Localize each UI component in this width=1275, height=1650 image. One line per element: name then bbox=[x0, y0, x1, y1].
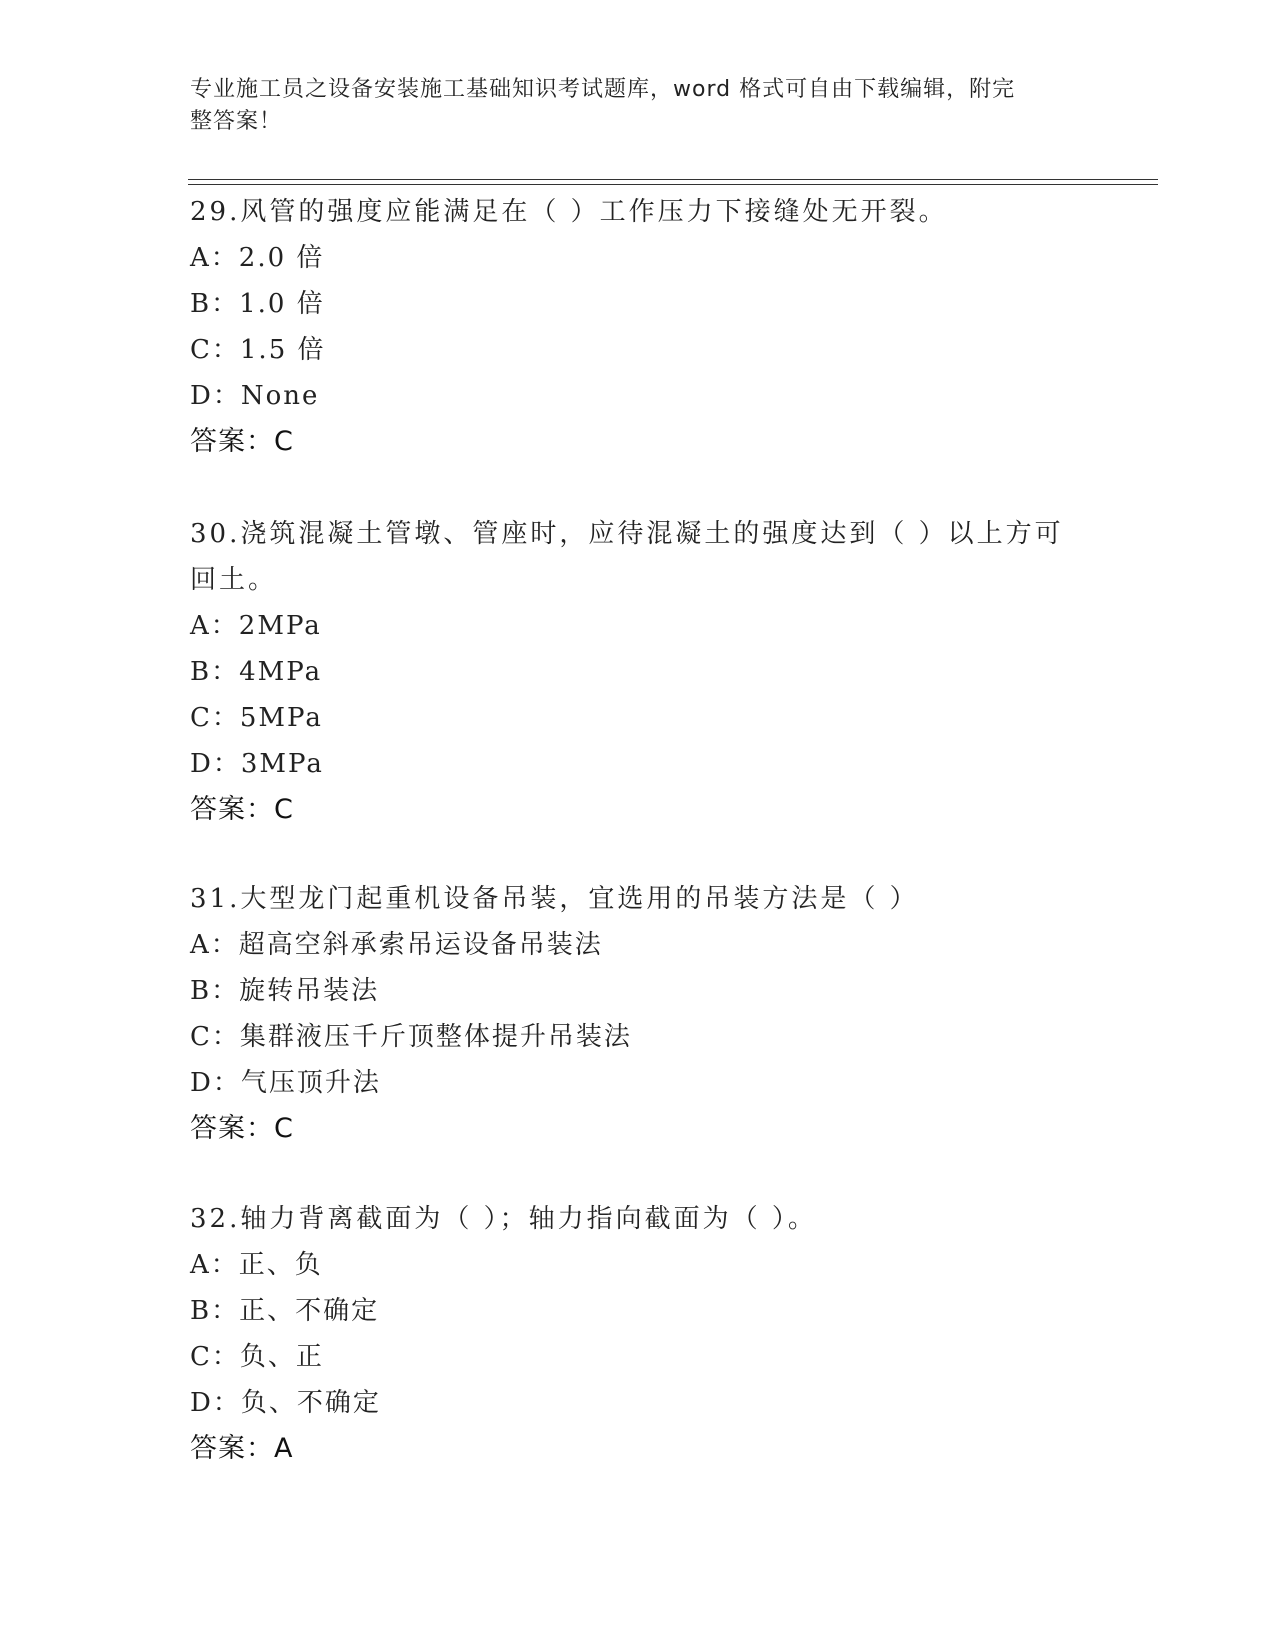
option-d: D：负、不确定 bbox=[190, 1388, 381, 1418]
option-c: C：5MPa bbox=[190, 703, 323, 733]
header-line-2: 整答案！ bbox=[190, 109, 283, 134]
option-c: C：负、正 bbox=[190, 1342, 324, 1372]
document-header bbox=[190, 74, 1090, 138]
header-divider-top bbox=[188, 179, 1158, 180]
option-d: D：气压顶升法 bbox=[190, 1068, 381, 1098]
option-a: A：2MPa bbox=[190, 611, 322, 641]
option-a: A：正、负 bbox=[190, 1250, 323, 1280]
option-b: B：1.0 倍 bbox=[190, 289, 325, 319]
question-title-line-1: 30.浇筑混凝土管墩、管座时，应待混凝土的强度达到（ ）以上方可 bbox=[190, 519, 1064, 549]
answer: 答案：C bbox=[190, 426, 294, 457]
answer: 答案：A bbox=[190, 1433, 294, 1464]
question-title: 31.大型龙门起重机设备吊装，宜选用的吊装方法是（ ） bbox=[190, 884, 919, 914]
option-c: C：1.5 倍 bbox=[190, 335, 326, 365]
option-b: B：旋转吊装法 bbox=[190, 976, 380, 1006]
question-30 bbox=[190, 511, 1090, 833]
option-b: B：正、不确定 bbox=[190, 1296, 380, 1326]
answer: 答案：C bbox=[190, 1113, 294, 1144]
option-d: D：3MPa bbox=[190, 749, 324, 779]
question-title: 32.轴力背离截面为（ ）；轴力指向截面为（ ）。 bbox=[190, 1204, 817, 1234]
question-31 bbox=[190, 876, 1090, 1152]
option-c: C：集群液压千斤顶整体提升吊装法 bbox=[190, 1022, 632, 1052]
header-line-1: 专业施工员之设备安装施工基础知识考试题库，word 格式可自由下载编辑，附完 bbox=[190, 77, 1016, 102]
question-title-line-2: 回土。 bbox=[190, 565, 278, 595]
header-divider-bottom bbox=[188, 184, 1158, 185]
answer: 答案：C bbox=[190, 794, 294, 825]
question-29 bbox=[190, 189, 1090, 465]
question-32 bbox=[190, 1196, 1090, 1472]
option-b: B：4MPa bbox=[190, 657, 323, 687]
option-a: A：超高空斜承索吊运设备吊装法 bbox=[190, 930, 603, 960]
option-d: D：None bbox=[190, 381, 320, 411]
question-title: 29.风管的强度应能满足在（ ）工作压力下接缝处无开裂。 bbox=[190, 197, 948, 227]
option-a: A：2.0 倍 bbox=[190, 243, 325, 273]
